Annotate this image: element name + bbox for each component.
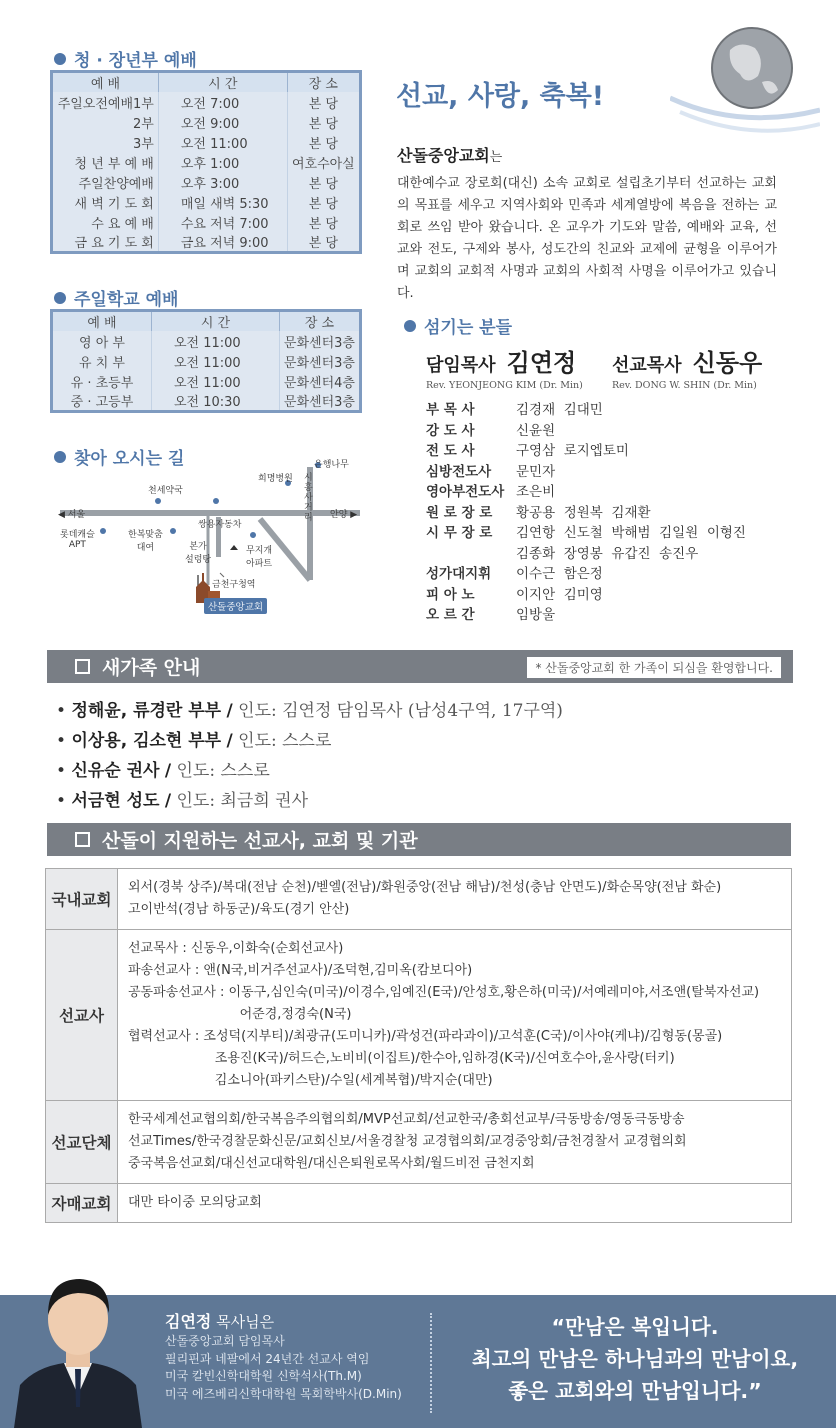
map-label-pharmacy: 천세약국 — [148, 486, 183, 496]
support-line: 고이반석(경남 하동군)/육도(경기 안산) — [128, 902, 350, 917]
worship-place: 본 당 — [287, 212, 360, 232]
table-row — [52, 192, 361, 212]
table-row — [52, 112, 361, 132]
table-row — [52, 331, 361, 351]
support-table — [45, 868, 792, 1223]
staff-names: 이지안 김미영 — [516, 586, 603, 603]
staff-names: 김연항 신도철 박해범 김일원 이형진 — [516, 525, 746, 541]
worship-place: 여호수아실 — [287, 152, 360, 172]
youth-worship-table — [50, 70, 362, 254]
support-list — [118, 930, 792, 1101]
worship-name: 유 · 초등부 — [52, 371, 152, 391]
member-name: 이상용, 김소현 부부 — [71, 731, 222, 751]
staff-role: 오 르 간 — [426, 607, 475, 623]
staff-row — [426, 523, 746, 544]
staff-row — [426, 462, 746, 483]
staff-row — [426, 421, 746, 442]
new-family-banner: 새가족 안내 * 산돌중앙교회 한 가족이 되심을 환영합니다. — [47, 650, 793, 683]
footer — [0, 1295, 836, 1428]
worship-time: 매일 새벽 5:30 — [158, 192, 287, 212]
map-label-hanbok: 한복맞춤 대여 — [128, 530, 163, 553]
table-row — [52, 152, 361, 172]
col-header: 장 소 — [287, 72, 360, 93]
list-item: • 이상용, 김소현 부부 / 인도: 스스로 — [56, 731, 332, 751]
list-item: • 서금현 성도 / 인도: 최금희 권사 — [56, 791, 308, 811]
support-line: 어준경,정경숙(N국) — [128, 1007, 352, 1022]
worship-place: 본 당 — [287, 232, 360, 253]
youth-worship-heading: 청 · 장년부 예배 — [54, 46, 197, 71]
intro-title: 선교, 사랑, 축복! — [396, 81, 605, 112]
footer-divider — [430, 1313, 432, 1413]
support-line: 선교Times/한국경찰문화신문/교회신보/서울경찰청 교경협의회/교경중앙회/금천경찰서 교경협의회 — [128, 1134, 687, 1149]
support-line: 공동파송선교사 : 이동구,심인숙(미국)/이경수,임예진(E국)/안성호,황은하(미국)/서예레미야,서조앤(탈북자선교) — [128, 985, 760, 1000]
mission-pastor: 선교목사 신동우 Rev. DONG W. SHIN (Dr. Min) — [612, 349, 763, 391]
map-label-seoul: ◀ 서울 — [58, 510, 86, 520]
staff-names: 구영삼 로지엡토미 — [516, 443, 629, 459]
worship-name: 유 치 부 — [52, 351, 152, 371]
worship-time: 오전 10:30 — [151, 391, 279, 412]
staff-names: 조은비 — [516, 484, 556, 500]
table-row — [52, 232, 361, 253]
globe-icon — [670, 20, 820, 140]
map-label-geumcheon: 금천구청역 — [212, 580, 256, 590]
col-header: 예 배 — [52, 311, 152, 332]
intro-text: 산돌중앙교회는 대한예수교 장로회(대신) 소속 교회로 설립초기부터 선교하는 교회의 목표를 세우고 지역사회와 민족과 세계열방에 복음을 전하는 교회로 쓰임 받아 왔습니다. 온 교우가 기도와 말씀, 예배와 교육, 선교와 전도, 구제와 봉사, 성도간의 친교와 교제에 균형을 이루어가며 교회의 교회적 사명과 교회의 사회적 사명을 이루어가고 있습니다. — [397, 145, 777, 305]
worship-name: 수 요 예 배 — [52, 212, 159, 232]
welcome-note: * 산돌중앙교회 한 가족이 되심을 환영합니다. — [527, 657, 781, 678]
worship-time: 오전 7:00 — [158, 92, 287, 112]
staff-names: 이수근 함은정 — [516, 566, 603, 582]
staff-role: 강 도 사 — [426, 422, 475, 439]
quote-line: 좋은 교회와의 만남입니다.” — [508, 1379, 762, 1403]
sunday-school-heading: 주일학교 예배 — [54, 285, 178, 310]
footer-pastor-name: 김연정 목사님은 — [165, 1312, 275, 1331]
map-label-siheung: 시흥사거리 — [304, 473, 313, 523]
bullet-icon: • — [56, 761, 72, 781]
support-line: 파송선교사 : 앤(N국,비거주선교사)/조덕현,김미옥(캄보디아) — [128, 963, 473, 978]
worship-place: 본 당 — [287, 192, 360, 212]
col-header: 장 소 — [279, 311, 360, 332]
support-line: 중국복음선교회/대신선교대학원/대신은퇴원로목사회/월드비전 금천지회 — [128, 1156, 535, 1171]
member-guide: 인도: 최금희 권사 — [176, 791, 308, 811]
worship-time: 오전 9:00 — [158, 112, 287, 132]
bio-line: 미국 에즈베리신학대학원 목회학박사(D.Min) — [165, 1386, 402, 1401]
table-row — [52, 212, 361, 232]
staff-row — [426, 400, 746, 421]
square-icon — [75, 832, 90, 847]
staff-row — [426, 503, 746, 524]
footer-pastor-bio — [165, 1333, 402, 1403]
worship-name: 주일오전예배1부 — [52, 92, 159, 112]
bio-line: 산돌중앙교회 담임목사 — [165, 1334, 285, 1348]
bio-line: 미국 칼빈신학대학원 신학석사(Th.M) — [165, 1369, 362, 1383]
quote-line: “만남은 복입니다. — [551, 1315, 719, 1339]
staff-role — [426, 544, 516, 565]
staff-names: 김경재 김대민 — [516, 402, 603, 418]
table-row — [52, 132, 361, 152]
church-building-icon — [192, 573, 210, 597]
bullet-dot-icon — [54, 292, 66, 304]
staff-row — [426, 564, 746, 585]
bullet-dot-icon — [54, 53, 66, 65]
support-list — [118, 1184, 792, 1223]
worship-time: 오전 11:00 — [151, 351, 279, 371]
worship-place: 문화센터3층 — [279, 331, 360, 351]
support-line: 선교목사 : 신동우,이화숙(순회선교사) — [128, 941, 344, 956]
worship-time: 오후 3:00 — [158, 172, 287, 192]
map-label-lotte: 롯데캐슬 APT — [60, 530, 95, 550]
staff-role: 시 무 장 로 — [426, 525, 493, 541]
worship-name: 청 년 부 예 배 — [52, 152, 159, 172]
staff-names: 임방울 — [516, 607, 556, 623]
staff-names: 신윤원 — [516, 422, 556, 439]
directions-heading: 찾아 오시는 길 — [54, 444, 184, 469]
worship-time: 오전 11:00 — [151, 371, 279, 391]
staff-role: 영아부전도사 — [426, 484, 505, 500]
support-category: 자매교회 — [46, 1184, 118, 1223]
worship-place: 본 당 — [287, 112, 360, 132]
map-label-muji: 무지개 아파트 — [246, 546, 273, 569]
table-row — [46, 930, 792, 1101]
support-list — [118, 1101, 792, 1184]
member-name: 서금현 성도 — [71, 791, 160, 811]
member-guide: 인도: 스스로 — [238, 731, 332, 751]
table-row — [52, 351, 361, 371]
member-name: 정해윤, 류경란 부부 — [71, 701, 222, 721]
worship-name: 금 요 기 도 회 — [52, 232, 159, 253]
staff-names: 김종화 장영봉 유갑진 송진우 — [516, 545, 699, 562]
member-name: 신유순 권사 — [71, 761, 160, 781]
worship-place: 본 당 — [287, 92, 360, 112]
square-icon — [75, 659, 90, 674]
worship-name: 2부 — [52, 112, 159, 132]
member-guide: 인도: 스스로 — [176, 761, 270, 781]
staff-names: 황공용 정원복 김재환 — [516, 504, 651, 521]
staff-row — [426, 441, 746, 462]
table-row — [46, 1184, 792, 1223]
map-label-anyang: 안양 ▶ — [330, 510, 358, 520]
table-row — [52, 172, 361, 192]
staff-role: 원 로 장 로 — [426, 504, 493, 521]
map-label-hospital: 희명병원 — [258, 474, 293, 484]
staff-row — [426, 544, 746, 565]
footer-quote — [445, 1311, 825, 1407]
map-label-ssangyong: 쌍용자동차 — [198, 520, 242, 530]
support-line: 한국세계선교협의회/한국복음주의협의회/MVP선교회/선교한국/총회선교부/극동방송/영동극동방송 — [128, 1112, 685, 1127]
staff-role: 피 아 노 — [426, 586, 475, 603]
staff-names: 문민자 — [516, 463, 556, 480]
bullet-icon: • — [56, 791, 72, 811]
staff-role: 부 목 사 — [426, 402, 475, 418]
worship-name: 주일찬양예배 — [52, 172, 159, 192]
table-row — [46, 1101, 792, 1184]
map-label-bank: 은행나무 — [314, 460, 349, 470]
sunday-school-table — [50, 309, 362, 413]
worship-place: 본 당 — [287, 172, 360, 192]
bullet-icon: • — [56, 701, 72, 721]
worship-name: 새 벽 기 도 회 — [52, 192, 159, 212]
worship-time: 오전 11:00 — [151, 331, 279, 351]
directions-map — [48, 455, 368, 625]
worship-name: 3부 — [52, 132, 159, 152]
support-banner: 산돌이 지원하는 선교사, 교회 및 기관 — [47, 823, 791, 856]
col-header: 시 간 — [151, 311, 279, 332]
support-line: 협력선교사 : 조성덕(지부티)/최광규(도미니카)/곽성건(파라과이)/고석훈(C국)/이사야(케냐)/김형동(몽골) — [128, 1029, 723, 1044]
support-line: 외서(경북 상주)/복대(전남 순천)/벧엘(전남)/화원중앙(전남 해남)/천성(충남 안면도)/화순목양(전남 화순) — [128, 880, 722, 895]
worship-time: 금요 저녁 9:00 — [158, 232, 287, 253]
staff-row — [426, 482, 746, 503]
staff-row — [426, 585, 746, 606]
list-item: • 신유순 권사 / 인도: 스스로 — [56, 761, 270, 781]
support-category: 선교단체 — [46, 1101, 118, 1184]
support-line: 조용진(K국)/허드슨,노비비(이집트)/한수아,임하경(K국)/신여호수아,윤사랑(터키) — [128, 1051, 675, 1066]
list-item: • 정해윤, 류경란 부부 / 인도: 김연정 담임목사 (남성4구역, 17구역) — [56, 701, 563, 721]
bullet-icon: • — [56, 731, 72, 751]
support-category: 국내교회 — [46, 869, 118, 930]
worship-place: 본 당 — [287, 132, 360, 152]
bullet-dot-icon — [404, 320, 416, 332]
staff-role: 성가대지휘 — [426, 566, 492, 582]
support-line: 김소니아(파키스탄)/수일(세계복협)/박지순(대만) — [128, 1073, 493, 1088]
table-row — [52, 371, 361, 391]
staff-list — [426, 400, 746, 626]
worship-time: 오전 11:00 — [158, 132, 287, 152]
pastor-photo — [14, 1267, 142, 1428]
map-label-church: 산돌중앙교회 — [204, 598, 267, 614]
quote-line: 최고의 만남은 하나님과의 만남이요, — [471, 1347, 799, 1371]
senior-pastor: 담임목사 김연정 Rev. YEONJEONG KIM (Dr. Min) — [426, 349, 583, 391]
col-header: 예 배 — [52, 72, 159, 93]
new-family-list — [56, 696, 563, 816]
worship-time: 오후 1:00 — [158, 152, 287, 172]
col-header: 시 간 — [158, 72, 287, 93]
intro-paragraph: 대한예수교 장로회(대신) 소속 교회로 설립초기부터 선교하는 교회의 목표를 세우고 지역사회와 민족과 세계열방에 복음을 전하는 교회로 쓰임 받아 왔습니다. 온 교우가 기도와 말씀, 예배와 교육, 선교와 전도, 구제와 봉사, 성도간의 친교와 교제에 균형을 이루어가며 교회의 교회적 사명과 교회의 사회적 사명을 이루어가고 있습니다. — [397, 176, 777, 301]
support-line: 대만 타이중 모의당교회 — [128, 1195, 262, 1210]
map-label-bongasul: 본가 설렁탕 — [185, 542, 212, 565]
staff-row — [426, 605, 746, 626]
worship-name: 중 · 고등부 — [52, 391, 152, 412]
worship-place: 문화센터3층 — [279, 391, 360, 412]
support-category: 선교사 — [46, 930, 118, 1101]
member-guide: 인도: 김연정 담임목사 (남성4구역, 17구역) — [238, 701, 563, 721]
worship-place: 문화센터3층 — [279, 351, 360, 371]
bio-line: 필리핀과 네팔에서 24년간 선교사 역임 — [165, 1351, 370, 1366]
servants-heading: 섬기는 분들 — [404, 313, 512, 338]
worship-time: 수요 저녁 7:00 — [158, 212, 287, 232]
table-row — [52, 92, 361, 112]
worship-place: 문화센터4층 — [279, 371, 360, 391]
table-row — [52, 391, 361, 412]
table-row — [46, 869, 792, 930]
support-list — [118, 869, 792, 930]
staff-role: 전 도 사 — [426, 443, 475, 459]
worship-name: 영 아 부 — [52, 331, 152, 351]
church-name: 산돌중앙교회 — [397, 146, 490, 165]
staff-role: 심방전도사 — [426, 463, 492, 480]
